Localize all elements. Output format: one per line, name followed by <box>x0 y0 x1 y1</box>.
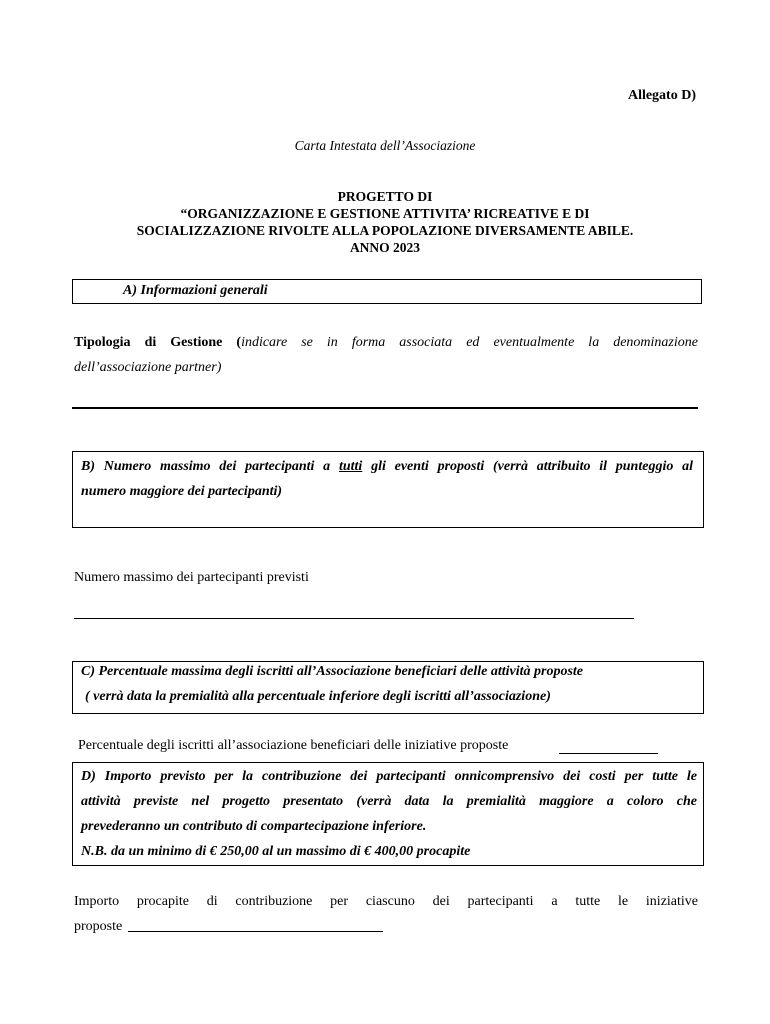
project-title <box>60 188 710 256</box>
management-type-answer-line[interactable] <box>72 407 698 409</box>
management-type-line-1 <box>74 330 698 355</box>
section-c-line-1: C) Percentuale massima degli iscritti all’Associazione beneficiari delle attività proposte <box>81 664 584 679</box>
amount-answer-line[interactable] <box>128 931 383 932</box>
project-title-line-2: “ORGANIZZAZIONE E GESTIONE ATTIVITA’ RICREATIVE E DI <box>180 206 590 221</box>
section-d-line-3: prevederanno un contributo di compartecipazione inferiore. <box>81 819 427 834</box>
management-type-label: Tipologia di Gestione <box>74 335 223 350</box>
section-a-title: A) Informazioni generali <box>123 283 268 298</box>
annex-label: Allegato D) <box>627 88 696 103</box>
participants-field-label: Numero massimo dei partecipanti previsti <box>74 570 309 585</box>
section-d-text <box>81 764 697 864</box>
amount-field-line-1: Importo procapite di contribuzione per ciascuno dei partecipanti a tutte le iniziative <box>74 894 698 909</box>
letterhead-placeholder: Carta Intestata dell’Associazione <box>294 138 476 153</box>
management-type-field <box>74 330 698 380</box>
section-c-line-2: ( verrà data la premialità alla percentuale inferiore degli iscritti all’associazione) <box>85 689 551 704</box>
section-c-box <box>72 661 704 714</box>
participants-answer-line[interactable] <box>74 618 634 619</box>
section-d-line-1: D) Importo previsto per la contribuzione dei partecipanti onnicomprensivo dei costi per tutte le <box>81 769 697 784</box>
section-b-underlined: tutti <box>338 459 363 474</box>
section-d-line-2: attività previste nel progetto presentato (verrà data la premialità maggiore a coloro che <box>81 794 697 809</box>
project-title-line-3: SOCIALIZZAZIONE RIVOLTE ALLA POPOLAZIONE DIVERSAMENTE ABILE. <box>136 223 634 238</box>
section-a-box <box>72 279 702 304</box>
section-b-part-1: B) Numero massimo dei partecipanti a <box>81 459 339 474</box>
section-b-part-2: gli eventi proposti (verrà attribuito il punteggio al <box>362 459 693 474</box>
management-type-hint-1: indicare se in forma associata ed eventualmente la denominazione <box>241 335 698 350</box>
management-type-hint-2: dell’associazione partner) <box>74 360 222 375</box>
section-b-line-1 <box>81 454 693 479</box>
project-title-line-1: PROGETTO DI <box>337 189 433 204</box>
project-title-line-4: ANNO 2023 <box>349 240 421 255</box>
section-b-box <box>72 451 704 528</box>
amount-field-line-2: proposte <box>74 919 123 934</box>
section-d-line-4: N.B. da un minimo di € 250,00 al un massimo di € 400,00 procapite <box>81 844 471 859</box>
section-d-box <box>72 762 704 866</box>
percentage-answer-line[interactable] <box>559 753 658 754</box>
section-b-line-2: numero maggiore dei partecipanti) <box>81 484 283 499</box>
section-b-text <box>81 454 693 504</box>
paren-open: ( <box>222 335 242 350</box>
percentage-field-label: Percentuale degli iscritti all’associazione beneficiari delle iniziative proposte <box>78 738 509 753</box>
